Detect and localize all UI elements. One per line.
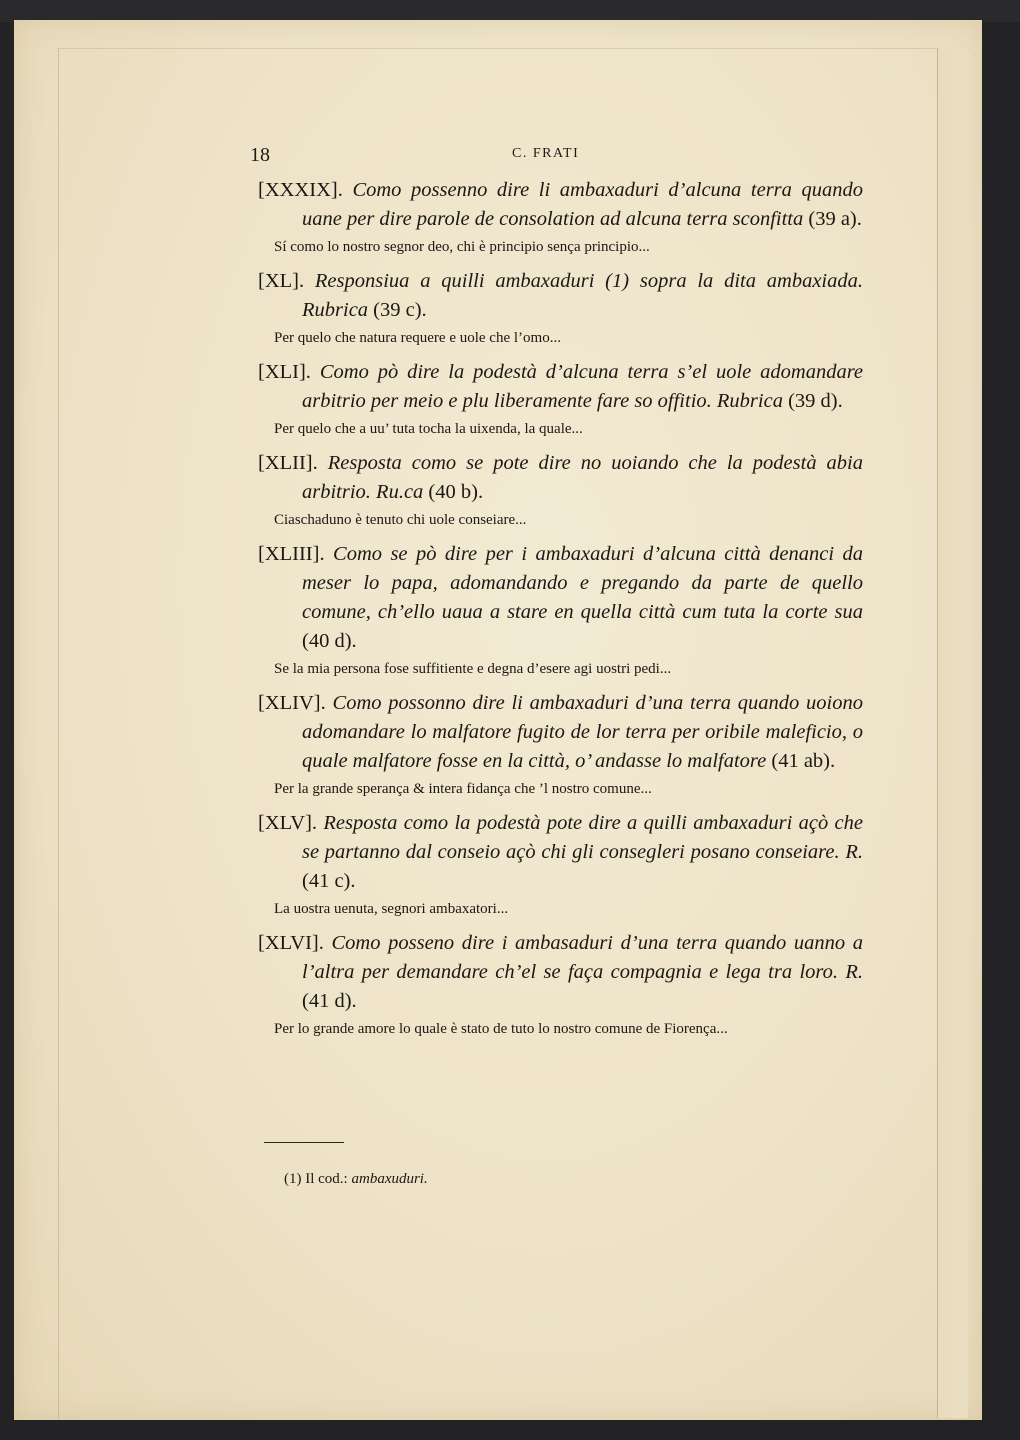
rubric-text: Responsiua a quilli ambaxaduri (1) sopra la dita ambaxiada. Rubrica: [302, 270, 863, 321]
entry-xlv: [258, 809, 863, 920]
folio-reference: (39 a).: [808, 208, 862, 230]
incipit: Per quelo che natura requere e uole che l’omo...: [274, 330, 561, 346]
footnote: [284, 1171, 428, 1188]
entry-xxxix: [258, 176, 863, 258]
rubric-number: [XXXIX].: [258, 179, 343, 201]
scan-background: [0, 0, 1020, 22]
page-gutter-strip: [937, 48, 968, 1418]
footnote-word: ambaxuduri.: [351, 1171, 428, 1187]
incipit: Per la grande sperança & intera fidança che ’l nostro comune...: [274, 781, 652, 797]
rubric-title: [258, 809, 863, 896]
incipit: Sí como lo nostro segnor deo, chi è principio sença principio...: [274, 239, 650, 255]
entry-xlii: [258, 449, 863, 531]
folio-reference: (39 c).: [373, 299, 427, 321]
rubric-title: [258, 358, 863, 416]
folio-reference: (40 d).: [302, 630, 357, 652]
entry-xl: [258, 267, 863, 349]
rubric-text: Como se pò dire per i ambaxaduri d’alcuna città denanci da meser lo papa, adomandando e pregando da parte de quello comune, ch’ello uaua a stare en quella città cum tuta la corte sua: [302, 543, 863, 623]
rubric-list: [258, 176, 863, 1049]
rubric-title: [258, 689, 863, 776]
rubric-title: [258, 176, 863, 234]
running-header-author: C. FRATI: [512, 146, 580, 161]
page-number: 18: [250, 144, 270, 166]
rubric-number: [XLVI].: [258, 932, 324, 954]
incipit: La uostra uenuta, segnori ambaxatori...: [274, 901, 509, 917]
rubric-number: [XL].: [258, 270, 305, 292]
rubric-text: Resposta como la podestà pote dire a quilli ambaxaduri açò che se partanno dal conseio açò chi gli consegleri posano conseiare. R.: [302, 812, 863, 863]
entry-xliii: [258, 540, 863, 680]
folio-reference: (39 d).: [788, 390, 843, 412]
rubric-title: [258, 929, 863, 1016]
folio-reference: (41 d).: [302, 990, 357, 1012]
incipit: Per quelo che a uu’ tuta tocha la uixenda, la quale...: [274, 421, 583, 437]
rubric-title: [258, 540, 863, 656]
footnote-divider: [264, 1142, 344, 1143]
entry-xli: [258, 358, 863, 440]
rubric-text: Como posseno dire i ambasaduri d’una terra quando uanno a l’altra per demandare ch’el se faça compagnia e lega tra loro. R.: [302, 932, 863, 983]
rubric-number: [XLIII].: [258, 543, 325, 565]
incipit: Se la mia persona fose suffitiente e degna d’esere agi uostri pedi...: [274, 661, 672, 677]
rubric-title: [258, 449, 863, 507]
folio-reference: (40 b).: [428, 481, 484, 503]
rubric-number: [XLIV].: [258, 692, 326, 714]
footnote-marker: (1) Il cod.:: [284, 1171, 348, 1187]
folio-reference: (41 c).: [302, 870, 356, 892]
rubric-number: [XLII].: [258, 452, 318, 474]
rubric-number: [XLI].: [258, 361, 311, 383]
incipit: Per lo grande amore lo quale è stato de tuto lo nostro comune de Fiorença...: [274, 1021, 728, 1037]
rubric-title: [258, 267, 863, 325]
rubric-text: Resposta como se pote dire no uoiando che la podestà abia arbitrio. Ru.ca: [302, 452, 864, 503]
rubric-text: Como pò dire la podestà d’alcuna terra s’el uole adomandare arbitrio per meio e plu liberamente fare so offitio. Rubrica: [302, 361, 864, 412]
incipit: Ciaschaduno è tenuto chi uole conseiare...: [274, 512, 527, 528]
entry-xlvi: [258, 929, 863, 1040]
folio-reference: (41 ab).: [771, 750, 836, 772]
rubric-text: Como possenno dire li ambaxaduri d’alcuna terra quando uane per dire parole de consolation ad alcuna terra sconfitta: [302, 179, 864, 230]
rubric-number: [XLV].: [258, 812, 318, 834]
entry-xliv: [258, 689, 863, 800]
rubric-text: Como possonno dire li ambaxaduri d’una terra quando uoiono adomandare lo malfatore fugito de lor terra per oribile maleficio, o quale malfatore fosse en la città, o’ andasse lo malfatore: [302, 692, 864, 772]
